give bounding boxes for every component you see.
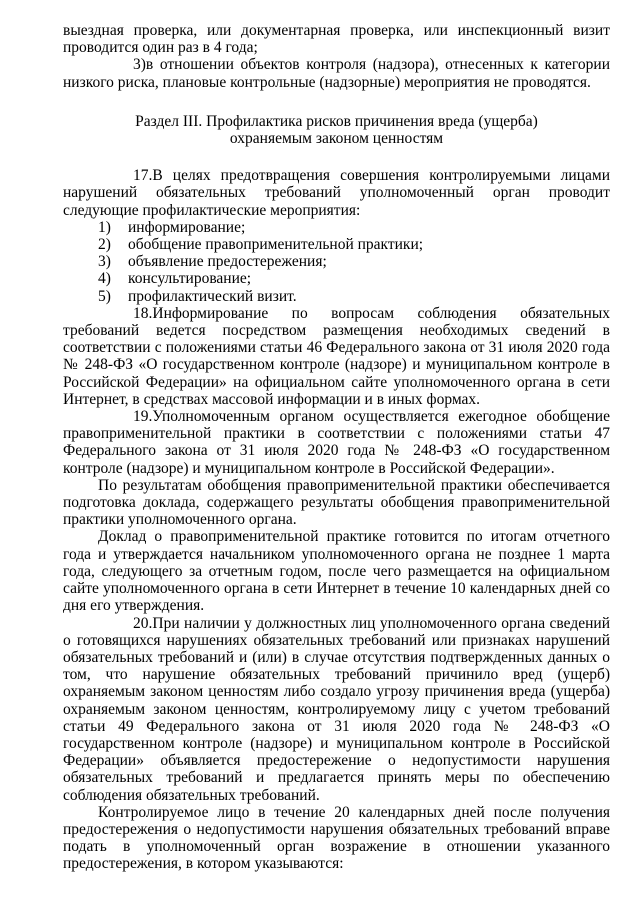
section-title-line-1: Раздел III. Профилактика рисков причинения вреда (ущерба)	[135, 112, 538, 130]
paragraph-20-number: 20.	[133, 614, 153, 632]
list-item	[63, 219, 610, 236]
list-item	[63, 236, 610, 253]
list-item-text: профилактический визит.	[128, 287, 297, 305]
paragraph-17-number: 17.	[133, 167, 153, 185]
section-title-line-2: охраняемым законом ценностям	[229, 130, 444, 148]
list-item-number: 3)	[98, 253, 111, 271]
paragraph-18-number: 18.	[133, 304, 153, 322]
paragraph-20	[63, 615, 610, 804]
list-item-number: 1)	[98, 218, 111, 236]
list-item	[63, 270, 610, 287]
list-item-text: объявление предостережения;	[128, 253, 327, 271]
list-item-number: 4)	[98, 270, 111, 288]
list-item-text: информирование;	[128, 218, 246, 236]
item-3	[63, 56, 610, 90]
paragraph-18-text: Информирование по вопросам соблюдения обязательных требований ведется посредством размещения необходимых сведений в соответствии с положениями статьи 46 Федерального закона от 31 июля 2020 года № 248-ФЗ «О государственном контроле (надзоре) и муниципальном контроле в Российской Федерации» на официальном сайте уполномоченного органа в сети Интернет, в средствах массовой информации и в иных формах.	[63, 304, 610, 408]
paragraph-20-text: При наличии у должностных лиц уполномоченного органа сведений о готовящихся нарушениях обязательных требований или признаках нарушений обязательных требований и (или) в случае отсутствия подтвержденных данных о том, что нарушение обязательных требований причинило вред (ущерб) охраняемым законом ценностям либо создало угрозу причинения вреда (ущерба) охраняемым законом ценностям, контролируемому лицу с учетом требований статьи 49 Федерального закона от 31 июля 2020 года № 248-ФЗ «О государственном контроле (надзоре) и муниципальном контроле в Российской Федерации» объявляется предостережение о недопустимости нарушения обязательных требований и предлагается принять меры по обеспечению соблюдения обязательных требований.	[63, 614, 610, 804]
list-item	[63, 253, 610, 270]
paragraph-17	[63, 167, 610, 219]
paragraph-20-objection: Контролируемое лицо в течение 20 календарных дней после получения предостережения о недопустимости нарушения обязательных требований вправе подать в уполномоченный орган возражение в отношении указанного предостережения, в котором указываются:	[63, 803, 610, 873]
list-item-number: 2)	[98, 236, 111, 254]
continuation-text: выездная проверка, или документарная проверка, или инспекционный визит проводится один раз в 4 года;	[63, 22, 610, 57]
section-title	[63, 113, 610, 147]
item-3-text: в отношении объектов контроля (надзора), отнесенных к категории низкого риска, плановые контрольные (надзорные) мероприятия не проводятся.	[63, 56, 610, 91]
paragraph-19-results: По результатам обобщения правоприменительной практики обеспечивается подготовка доклада, содержащего результаты обобщения правоприменительной практики уполномоченного органа.	[63, 476, 610, 529]
paragraph-19-report: Доклад о правоприменительной практике готовится по итогам отчетного года и утверждается начальником уполномоченного органа не позднее 1 марта года, следующего за отчетным годом, после чего размещается на официальном сайте уполномоченного органа в сети Интернет в течение 10 календарных дней со дня его утверждения.	[63, 528, 610, 615]
list-item-text: обобщение правоприменительной практики;	[128, 236, 424, 254]
measures-list	[63, 219, 610, 305]
list-item-number: 5)	[98, 287, 111, 305]
paragraph-19-text: Уполномоченным органом осуществляется ежегодное обобщение правоприменительной практики в соответствии с положениями статьи 47 Федерального закона от 31 июля 2020 года № 248-ФЗ «О государственном контроле (надзоре) и муниципальном контроле в Российской Федерации».	[63, 408, 610, 477]
list-item-text: консультирование;	[128, 270, 252, 288]
item-3-number: 3)	[133, 56, 146, 74]
document-page	[63, 22, 610, 873]
paragraph-19	[63, 408, 610, 477]
paragraph-17-text: В целях предотвращения совершения контролируемыми лицами нарушений обязательных требований уполномоченный орган проводит следующие профилактические мероприятия:	[63, 167, 610, 219]
list-item	[63, 288, 610, 305]
paragraph-18	[63, 305, 610, 408]
paragraph-19-number: 19.	[133, 408, 153, 426]
